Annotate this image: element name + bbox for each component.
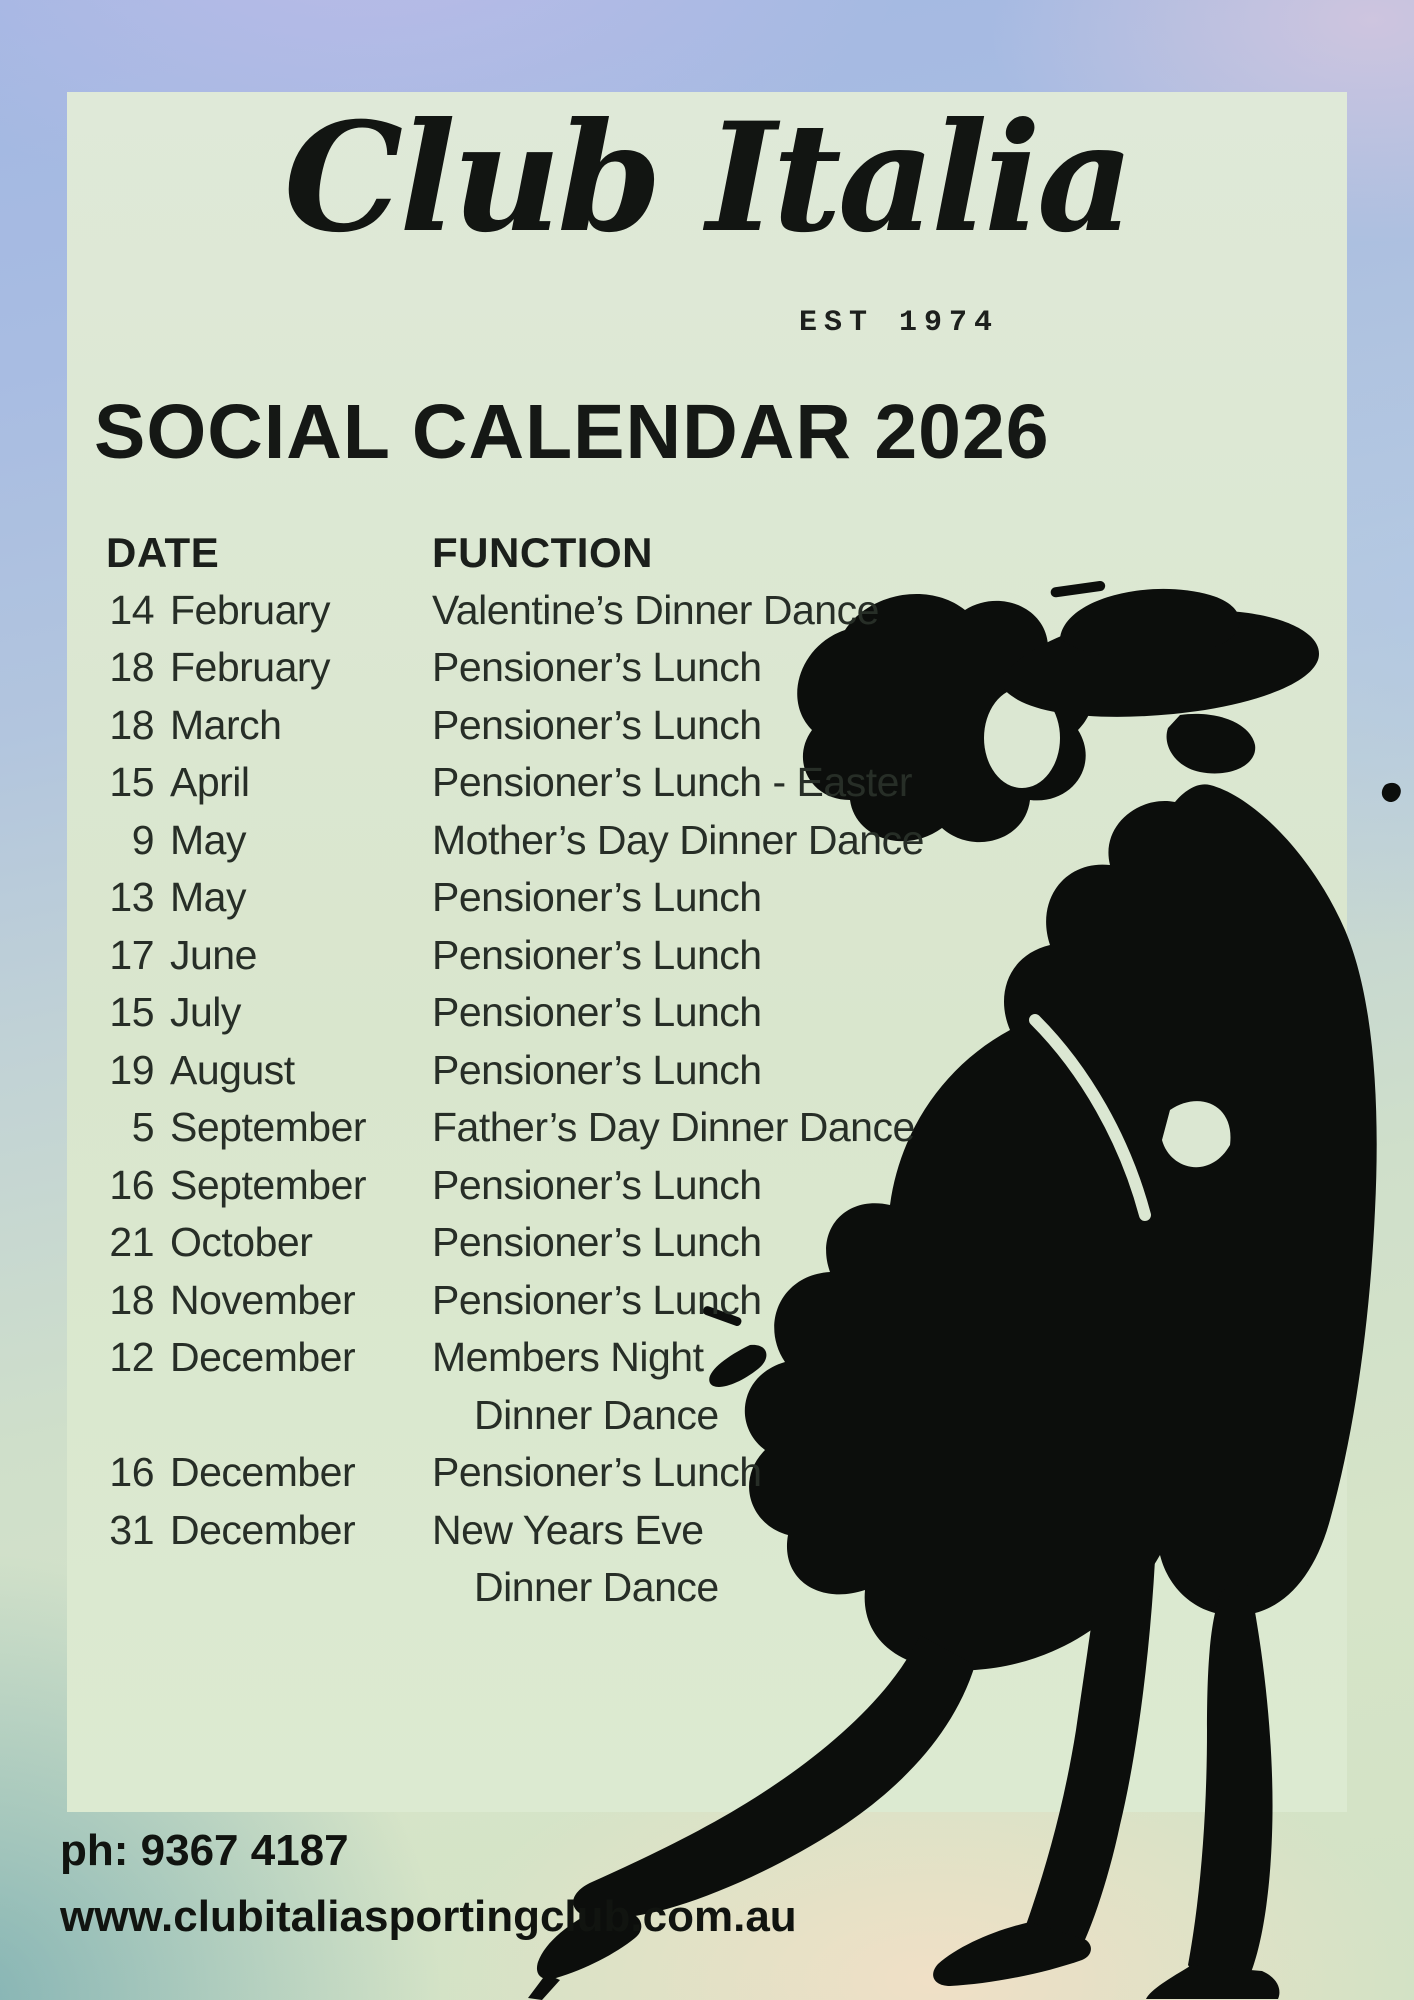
row-day: 18 — [109, 701, 154, 748]
row-function: Pensioner’s Lunch — [432, 989, 762, 1036]
row-day: 9 — [131, 816, 154, 863]
row-day: 18 — [109, 1276, 154, 1323]
row-day: 18 — [109, 644, 154, 691]
row-month: October — [170, 1219, 313, 1266]
row-function: Pensioner’s Lunch — [432, 1046, 762, 1093]
row-day: 31 — [109, 1506, 154, 1553]
row-month: August — [170, 1046, 295, 1093]
row-month: February — [170, 644, 331, 691]
row-function: Dinner Dance — [474, 1391, 719, 1438]
row-month: September — [170, 1104, 367, 1151]
row-month: April — [170, 759, 250, 806]
row-day: 14 — [109, 586, 154, 633]
page-title: SOCIAL CALENDAR 2026 — [94, 389, 1050, 475]
row-function: Members Night — [432, 1334, 704, 1381]
row-day: 15 — [109, 759, 154, 806]
row-day: 13 — [109, 874, 154, 921]
phone-number: ph: 9367 4187 — [60, 1826, 349, 1875]
row-function: Pensioner’s Lunch — [432, 1276, 762, 1323]
row-day: 5 — [131, 1104, 154, 1151]
row-day: 16 — [109, 1449, 154, 1496]
row-day: 15 — [109, 989, 154, 1036]
row-month: February — [170, 586, 331, 633]
column-header-function: FUNCTION — [432, 528, 653, 576]
row-function: Father’s Day Dinner Dance — [432, 1104, 915, 1151]
row-day: 17 — [109, 931, 154, 978]
row-month: November — [170, 1276, 356, 1323]
contact-footer — [60, 1818, 797, 1950]
row-function: New Years Eve — [432, 1506, 704, 1553]
row-function: Dinner Dance — [474, 1564, 719, 1611]
row-day: 19 — [109, 1046, 154, 1093]
row-month: May — [170, 816, 246, 863]
row-function: Pensioner’s Lunch — [432, 701, 762, 748]
row-month: March — [170, 701, 282, 748]
row-day: 16 — [109, 1161, 154, 1208]
row-function: Pensioner’s Lunch - Easter — [432, 759, 913, 806]
club-logo: Club Italia — [283, 90, 1131, 266]
row-function: Pensioner’s Lunch — [432, 1161, 762, 1208]
website-url: www.clubitaliasportingclub.com.au — [60, 1892, 797, 1941]
row-day: 21 — [109, 1219, 154, 1266]
row-function: Valentine’s Dinner Dance — [432, 586, 879, 633]
row-function: Pensioner’s Lunch — [432, 1219, 762, 1266]
calendar-table — [106, 524, 1006, 1617]
row-month: December — [170, 1449, 356, 1496]
logo-established-year: EST 1974 — [798, 306, 999, 340]
row-month: May — [170, 874, 246, 921]
row-month: June — [170, 931, 257, 978]
row-month: September — [170, 1161, 367, 1208]
row-function: Mother’s Day Dinner Dance — [432, 816, 924, 863]
row-month: December — [170, 1334, 356, 1381]
row-function: Pensioner’s Lunch — [432, 931, 762, 978]
row-function: Pensioner’s Lunch — [432, 1449, 762, 1496]
row-function: Pensioner’s Lunch — [432, 874, 762, 921]
column-header-date: DATE — [106, 528, 220, 576]
row-day: 12 — [109, 1334, 154, 1381]
row-function: Pensioner’s Lunch — [432, 644, 762, 691]
row-month: December — [170, 1506, 356, 1553]
row-month: July — [170, 989, 241, 1036]
